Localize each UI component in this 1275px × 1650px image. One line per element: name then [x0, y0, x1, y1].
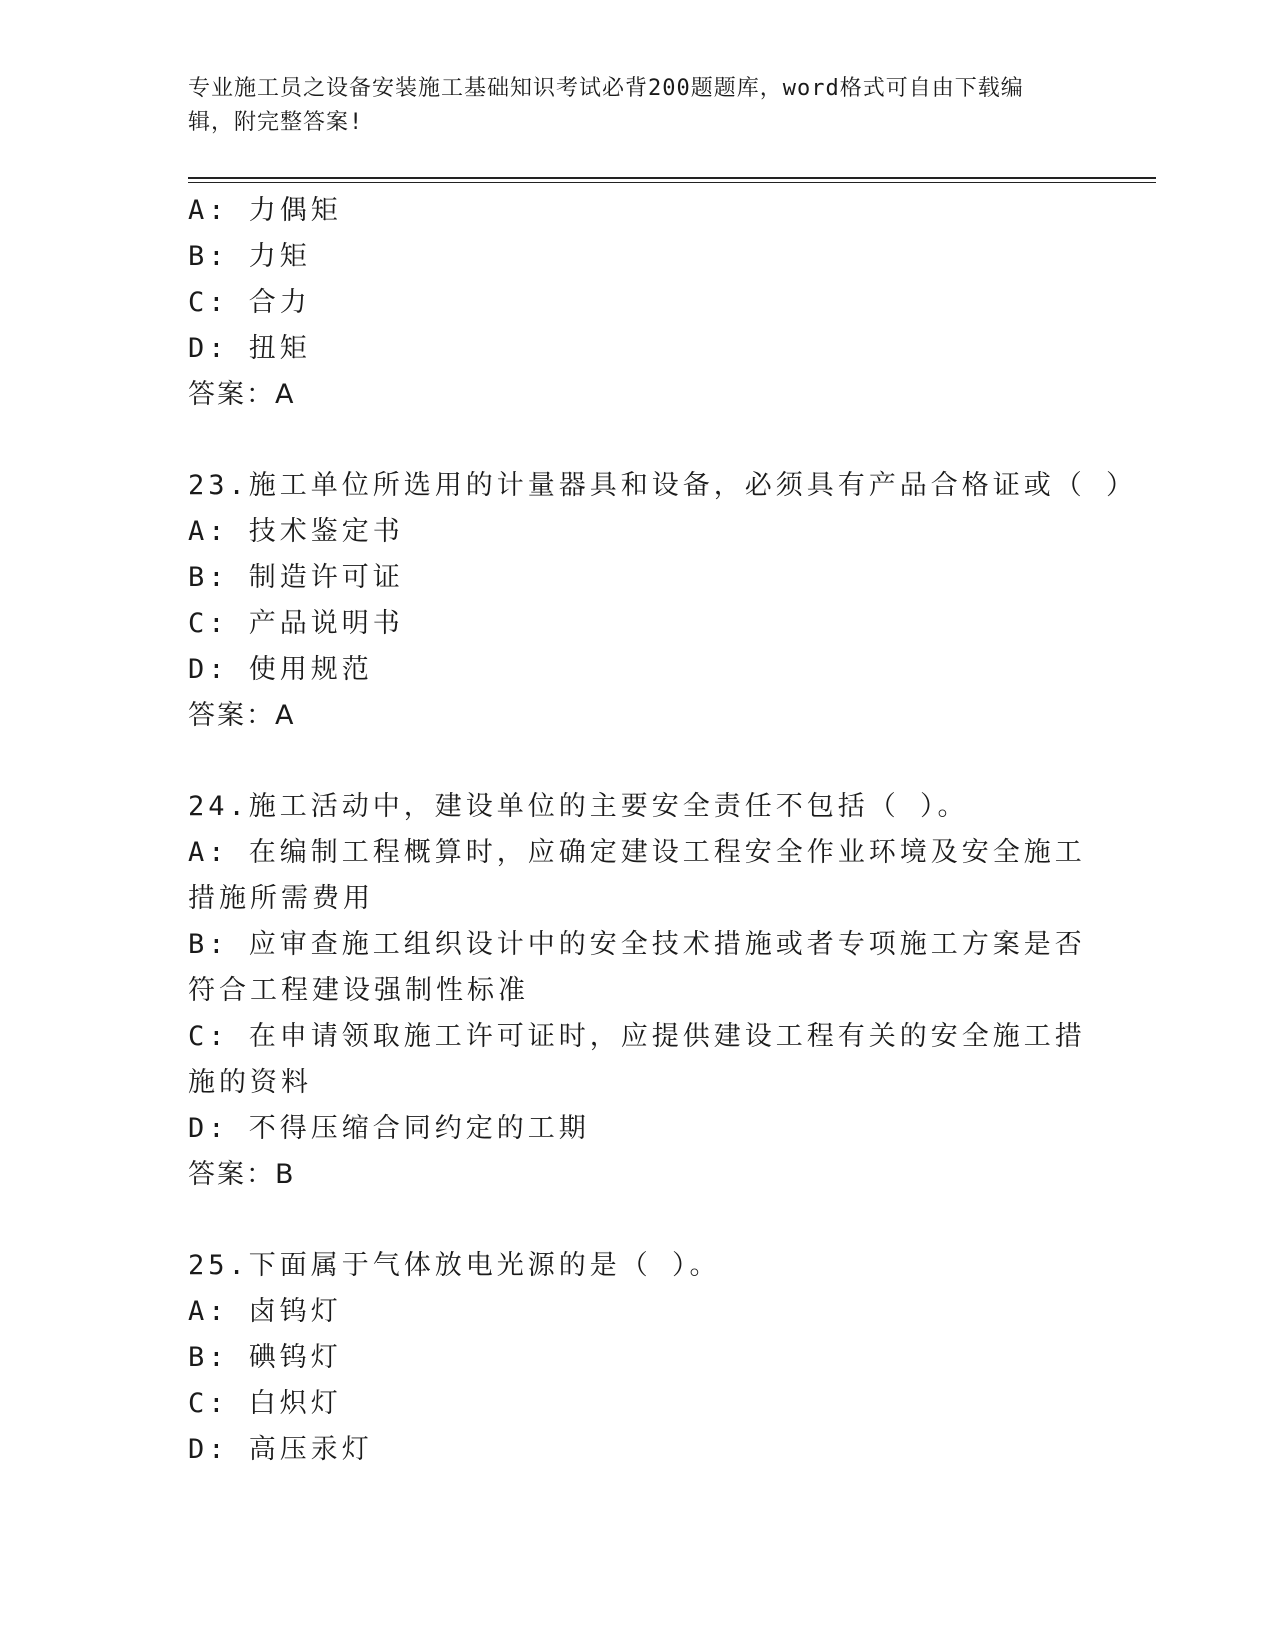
option-b: B: 制造许可证	[188, 562, 404, 593]
question-list	[188, 188, 1138, 1473]
option-c: C: 白炽灯	[188, 1388, 342, 1419]
question-text: 23.施工单位所选用的计量器具和设备，必须具有产品合格证或（ ）	[188, 470, 1138, 501]
question-text: 24.施工活动中，建设单位的主要安全责任不包括（ ）。	[188, 791, 969, 822]
option-d: D: 使用规范	[188, 654, 373, 685]
spacer	[188, 418, 1088, 463]
question-block-22	[188, 188, 1088, 418]
header-divider-thick	[188, 177, 1156, 179]
option-b: B: 力矩	[188, 241, 311, 272]
answer-line: 答案：A	[188, 700, 296, 731]
question-block-24	[188, 784, 1088, 1198]
header-divider-thin	[188, 182, 1156, 183]
option-a: A: 力偶矩	[188, 195, 342, 226]
question-block-25	[188, 1243, 1088, 1473]
question-block-23	[188, 463, 1138, 739]
option-b: B: 碘钨灯	[188, 1342, 342, 1373]
answer-line: 答案：A	[188, 379, 296, 410]
answer-line: 答案：B	[188, 1159, 296, 1190]
option-c: C: 合力	[188, 287, 311, 318]
option-c: C: 在申请领取施工许可证时，应提供建设工程有关的安全施工措施的资料	[188, 1021, 1086, 1098]
option-d: D: 不得压缩合同约定的工期	[188, 1113, 590, 1144]
option-a: A: 在编制工程概算时，应确定建设工程安全作业环境及安全施工措施所需费用	[188, 837, 1086, 914]
question-text: 25.下面属于气体放电光源的是（ ）。	[188, 1250, 721, 1281]
spacer	[188, 1198, 1088, 1243]
option-b: B: 应审查施工组织设计中的安全技术措施或者专项施工方案是否符合工程建设强制性标准	[188, 929, 1086, 1006]
spacer	[188, 739, 1088, 784]
option-d: D: 高压汞灯	[188, 1434, 373, 1465]
option-c: C: 产品说明书	[188, 608, 404, 639]
option-a: A: 技术鉴定书	[188, 516, 404, 547]
document-header: 专业施工员之设备安装施工基础知识考试必背200题题库，word格式可自由下载编辑，附完整答案!	[188, 76, 1024, 135]
option-d: D: 扭矩	[188, 333, 311, 364]
option-a: A: 卤钨灯	[188, 1296, 342, 1327]
